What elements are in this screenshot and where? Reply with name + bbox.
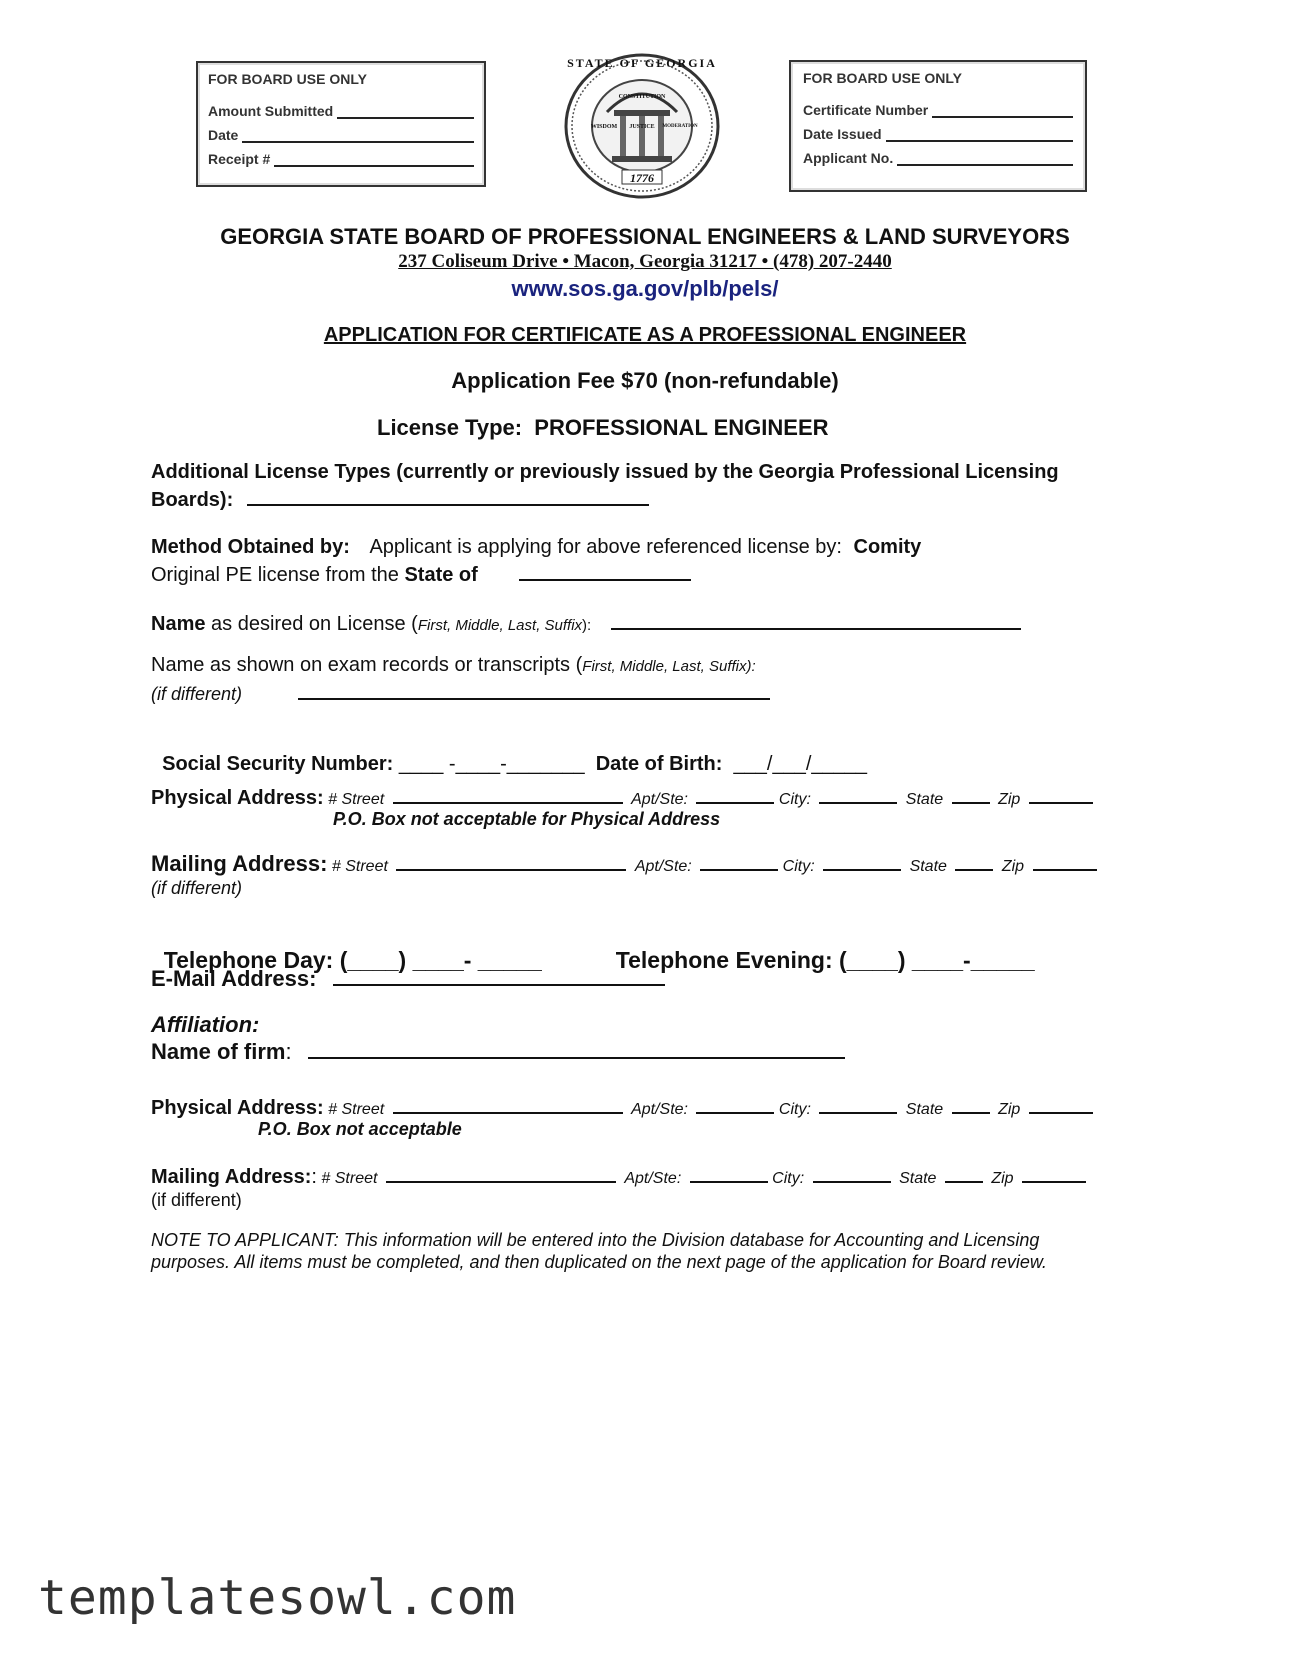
exam-name-input[interactable] [298, 680, 770, 700]
method-label: Method Obtained by: [151, 536, 350, 558]
street-label: # Street [321, 1170, 378, 1187]
firm-name-input[interactable] [308, 1039, 845, 1059]
email-input[interactable] [333, 966, 665, 986]
street-label: # Street [328, 1101, 385, 1118]
license-type: License Type: PROFESSIONAL ENGINEER [377, 415, 829, 440]
street-label: # Street [328, 791, 385, 808]
city-input[interactable] [819, 784, 897, 804]
seal-motto-1: WISDOM [590, 124, 618, 130]
applicant-number-field[interactable] [803, 142, 1073, 166]
note-to-applicant: NOTE TO APPLICANT: This information will be entered into the Division database for Accounting and Licensing purposes. All items must be completed, and then duplicated on the next page of the application for Board review. [151, 1230, 1047, 1272]
original-pe-label: Original PE license from the [151, 564, 399, 586]
tel-evening-input[interactable]: (____) ____-_____ [839, 947, 1035, 973]
firm-physical-address-row [151, 1094, 1093, 1120]
tel-day-input[interactable]: (____) ____- _____ [339, 947, 542, 973]
original-pe-row [151, 561, 691, 587]
zip-input[interactable] [1029, 784, 1093, 804]
state-label: State [899, 1170, 937, 1187]
zip-input[interactable] [1029, 1094, 1093, 1114]
street-input[interactable] [393, 784, 623, 804]
city-input[interactable] [823, 851, 901, 871]
email-label: E-Mail Address: [151, 966, 317, 991]
state-input[interactable] [955, 851, 993, 871]
license-name-row [151, 610, 1021, 636]
zip-label: Zip [991, 1170, 1014, 1187]
apt-input[interactable] [690, 1163, 768, 1183]
boards-label: Boards): [151, 489, 234, 511]
mailing-address-label: Mailing Address: [151, 851, 328, 876]
seal-top-text: STATE OF GEORGIA [567, 56, 717, 70]
application-fee: Application Fee $70 (non-refundable) [451, 368, 839, 393]
firm-name-label: Name of firm [151, 1039, 286, 1064]
firm-name-row: Name of firm: [151, 1039, 845, 1065]
if-different-label: (if different) [151, 684, 243, 704]
exam-name-close: ): [746, 658, 756, 675]
state-input[interactable] [952, 1094, 990, 1114]
state-label: State [905, 791, 944, 808]
apt-label: Apt/Ste: [634, 858, 692, 875]
firm-mailing-if-different: (if different) [151, 1190, 242, 1210]
seal-band: CONSTITUTION [618, 94, 666, 100]
method-value: Comity [853, 536, 922, 558]
state-label: State [905, 1101, 944, 1118]
street-input[interactable] [393, 1094, 623, 1114]
zip-label: Zip [1001, 858, 1025, 875]
street-input[interactable] [386, 1163, 616, 1183]
field-label: Date Issued [803, 126, 882, 142]
ssn-label: Social Security Number: [162, 753, 394, 775]
affiliation-heading: Affiliation: [151, 1012, 260, 1037]
field-label: Certificate Number [803, 102, 929, 118]
firm-po-box-note: P.O. Box not acceptable [258, 1119, 462, 1139]
ssn-input[interactable]: ____ -____-_______ [398, 753, 585, 775]
method-text: Applicant is applying for above referenced license by: [369, 536, 842, 558]
zip-label: Zip [998, 1101, 1021, 1118]
state-input[interactable] [952, 784, 990, 804]
seal-motto-2: JUSTICE [629, 124, 655, 130]
field-label: Receipt # [208, 151, 271, 167]
telephone-evening-row [603, 920, 1035, 974]
mailing-address-row [151, 851, 1097, 877]
additional-license-label: Additional License Types (currently or previously issued by the Georgia Professional Licensing [151, 461, 1059, 483]
apt-input[interactable] [696, 784, 774, 804]
method-obtained-row [151, 536, 921, 559]
email-row [151, 966, 665, 992]
board-website[interactable]: www.sos.ga.gov/plb/pels/ [511, 276, 779, 301]
physical-address-label: Physical Address: [151, 787, 324, 809]
mailing-if-different: (if different) [151, 878, 243, 898]
original-state-input[interactable] [519, 561, 691, 581]
dob-label: Date of Birth: [595, 753, 723, 775]
state-of-georgia-seal [562, 52, 722, 200]
apt-label: Apt/Ste: [631, 791, 688, 808]
zip-input[interactable] [1033, 851, 1097, 871]
city-label: City: [782, 858, 815, 875]
city-label: City: [778, 1101, 811, 1118]
city-input[interactable] [819, 1094, 897, 1114]
field-label: Date [208, 127, 239, 143]
city-input[interactable] [813, 1163, 891, 1183]
name-close: ): [582, 617, 592, 634]
apt-input[interactable] [700, 851, 778, 871]
certificate-number-field[interactable] [803, 94, 1073, 118]
board-use-box-left [196, 61, 486, 187]
exam-name-label: Name as shown on exam records or transcripts ( [151, 654, 583, 676]
exam-name-second-row [151, 680, 770, 705]
board-use-header: FOR BOARD USE ONLY [208, 71, 367, 87]
physical-address-row [151, 784, 1093, 810]
board-address: 237 Coliseum Drive • Macon, Georgia 31217 • (478) 207-2440 [398, 251, 892, 272]
tel-evening-label: Telephone Evening: [615, 947, 833, 973]
state-of-label: State of [404, 564, 478, 586]
mailing-address-label: Mailing Address: [151, 1166, 312, 1188]
board-use-box-right [789, 60, 1087, 192]
seal-motto-3: MODERATION [662, 124, 698, 129]
seal-year: 1776 [630, 171, 654, 185]
date-issued-field[interactable] [803, 118, 1073, 142]
apt-input[interactable] [696, 1094, 774, 1114]
street-input[interactable] [396, 851, 626, 871]
apt-label: Apt/Ste: [624, 1170, 682, 1187]
firm-mailing-address-row: Mailing Address:: # Street Apt/Ste: City: State Zip [151, 1163, 1086, 1189]
receipt-field[interactable] [208, 143, 474, 167]
physical-address-label: Physical Address: [151, 1097, 324, 1119]
zip-label: Zip [998, 791, 1021, 808]
exam-name-row [151, 654, 756, 677]
form-title: APPLICATION FOR CERTIFICATE AS A PROFESSIONAL ENGINEER [323, 324, 967, 346]
field-label: Applicant No. [803, 150, 894, 166]
exam-name-hint: First, Middle, Last, Suffix [582, 658, 747, 675]
zip-input[interactable] [1022, 1163, 1086, 1183]
additional-license-input[interactable] [247, 486, 649, 506]
amount-submitted-field[interactable] [208, 95, 474, 119]
field-label: Amount Submitted [208, 103, 334, 119]
po-box-note: P.O. Box not acceptable for Physical Address [333, 809, 721, 829]
ssn-dob-row [151, 730, 867, 776]
dob-input[interactable]: ___/___/_____ [733, 753, 867, 775]
name-label: Name [151, 613, 206, 635]
apt-label: Apt/Ste: [631, 1101, 688, 1118]
city-label: City: [778, 791, 811, 808]
board-use-header: FOR BOARD USE ONLY [803, 70, 962, 86]
date-field[interactable] [208, 119, 474, 143]
street-label: # Street [331, 858, 388, 875]
city-label: City: [772, 1170, 805, 1187]
state-label: State [909, 858, 947, 875]
license-name-input[interactable] [611, 610, 1021, 630]
state-input[interactable] [945, 1163, 983, 1183]
name-hint: First, Middle, Last, Suffix [417, 617, 583, 634]
watermark: templatesowl.com [38, 1570, 517, 1626]
name-label-rest: as desired on License ( [205, 613, 418, 635]
board-name: GEORGIA STATE BOARD OF PROFESSIONAL ENGINEERS & LAND SURVEYORS [220, 224, 1070, 249]
additional-license-boards [151, 486, 649, 512]
tel-day-label: Telephone Day: [163, 947, 334, 973]
